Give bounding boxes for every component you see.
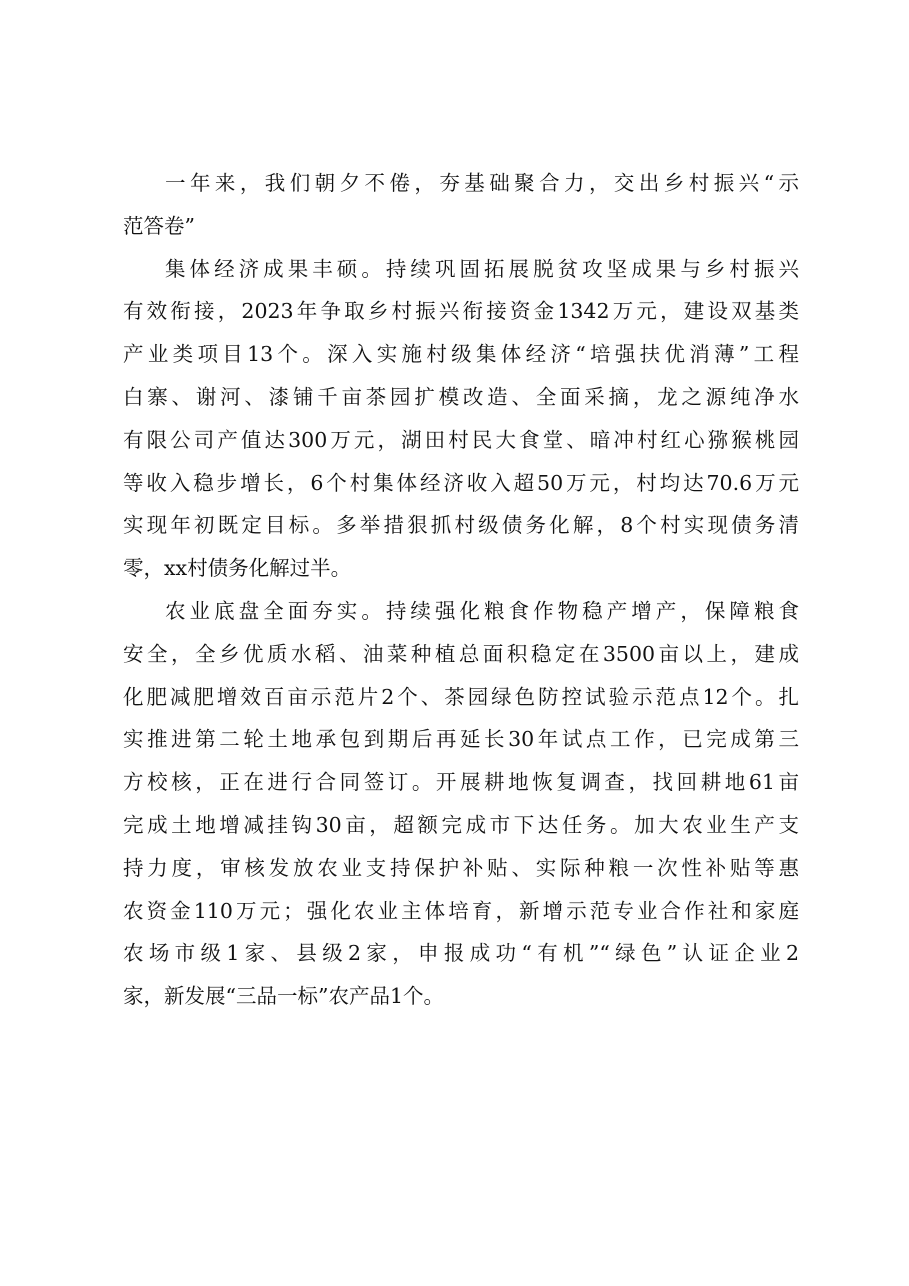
paragraph-3-line-6: 完成土地增减挂钩30亩，超额完成市下达任务。加大农业生产支	[123, 812, 799, 837]
paragraph-3-line-9: 农场市级1家、县级2家，申报成功“有机”“绿色”认证企业2	[123, 941, 799, 966]
paragraph-2-line-1: 集体经济成果丰硕。持续巩固拓展脱贫攻坚成果与乡村振兴	[165, 256, 799, 281]
paragraph-2-line-5: 有限公司产值达300万元，湖田村民大食堂、暗冲村红心猕猴桃园	[123, 427, 799, 452]
document-body	[123, 162, 799, 1018]
paragraph-2-line-6: 等收入稳步增长，6个村集体经济收入超50万元，村均达70.6万元	[123, 470, 799, 495]
paragraph-2-line-7: 实现年初既定目标。多举措狠抓村级债务化解，8个村实现债务清	[123, 513, 799, 538]
paragraph-3-line-3: 化肥减肥增效百亩示范片2个、茶园绿色防控试验示范点12个。扎	[123, 684, 799, 709]
paragraph-3-line-7: 持力度，审核发放农业支持保护补贴、实际种粮一次性补贴等惠	[123, 855, 799, 880]
paragraph-2-line-2: 有效衔接，2023年争取乡村振兴衔接资金1342万元，建设双基类	[123, 299, 799, 324]
paragraph-3-line-2: 安全，全乡优质水稻、油菜种植总面积稳定在3500亩以上，建成	[123, 641, 799, 666]
paragraph-1-line-2: 范答卷”	[123, 213, 195, 238]
paragraph-3-line-8: 农资金110万元；强化农业主体培育，新增示范专业合作社和家庭	[123, 898, 799, 923]
paragraph-3-line-4: 实推进第二轮土地承包到期后再延长30年试点工作，已完成第三	[123, 727, 799, 752]
paragraph-2-line-8: 零，xx村债务化解过半。	[123, 556, 352, 581]
paragraph-1-line-1: 一年来，我们朝夕不倦，夯基础聚合力，交出乡村振兴“示	[165, 171, 799, 195]
paragraph-2-line-4: 白寨、谢河、漆铺千亩茶园扩模改造、全面采摘，龙之源纯净水	[123, 384, 799, 409]
paragraph-2-line-3: 产业类项目13个。深入实施村级集体经济“培强扶优消薄”工程	[123, 342, 799, 367]
paragraph-3-line-5: 方校核，正在进行合同签订。开展耕地恢复调查，找回耕地61亩	[123, 770, 799, 795]
paragraph-3-line-1: 农业底盘全面夯实。持续强化粮食作物稳产增产，保障粮食	[165, 598, 799, 623]
paragraph-3-line-10: 家，新发展“三品一标”农产品1个。	[123, 984, 445, 1009]
